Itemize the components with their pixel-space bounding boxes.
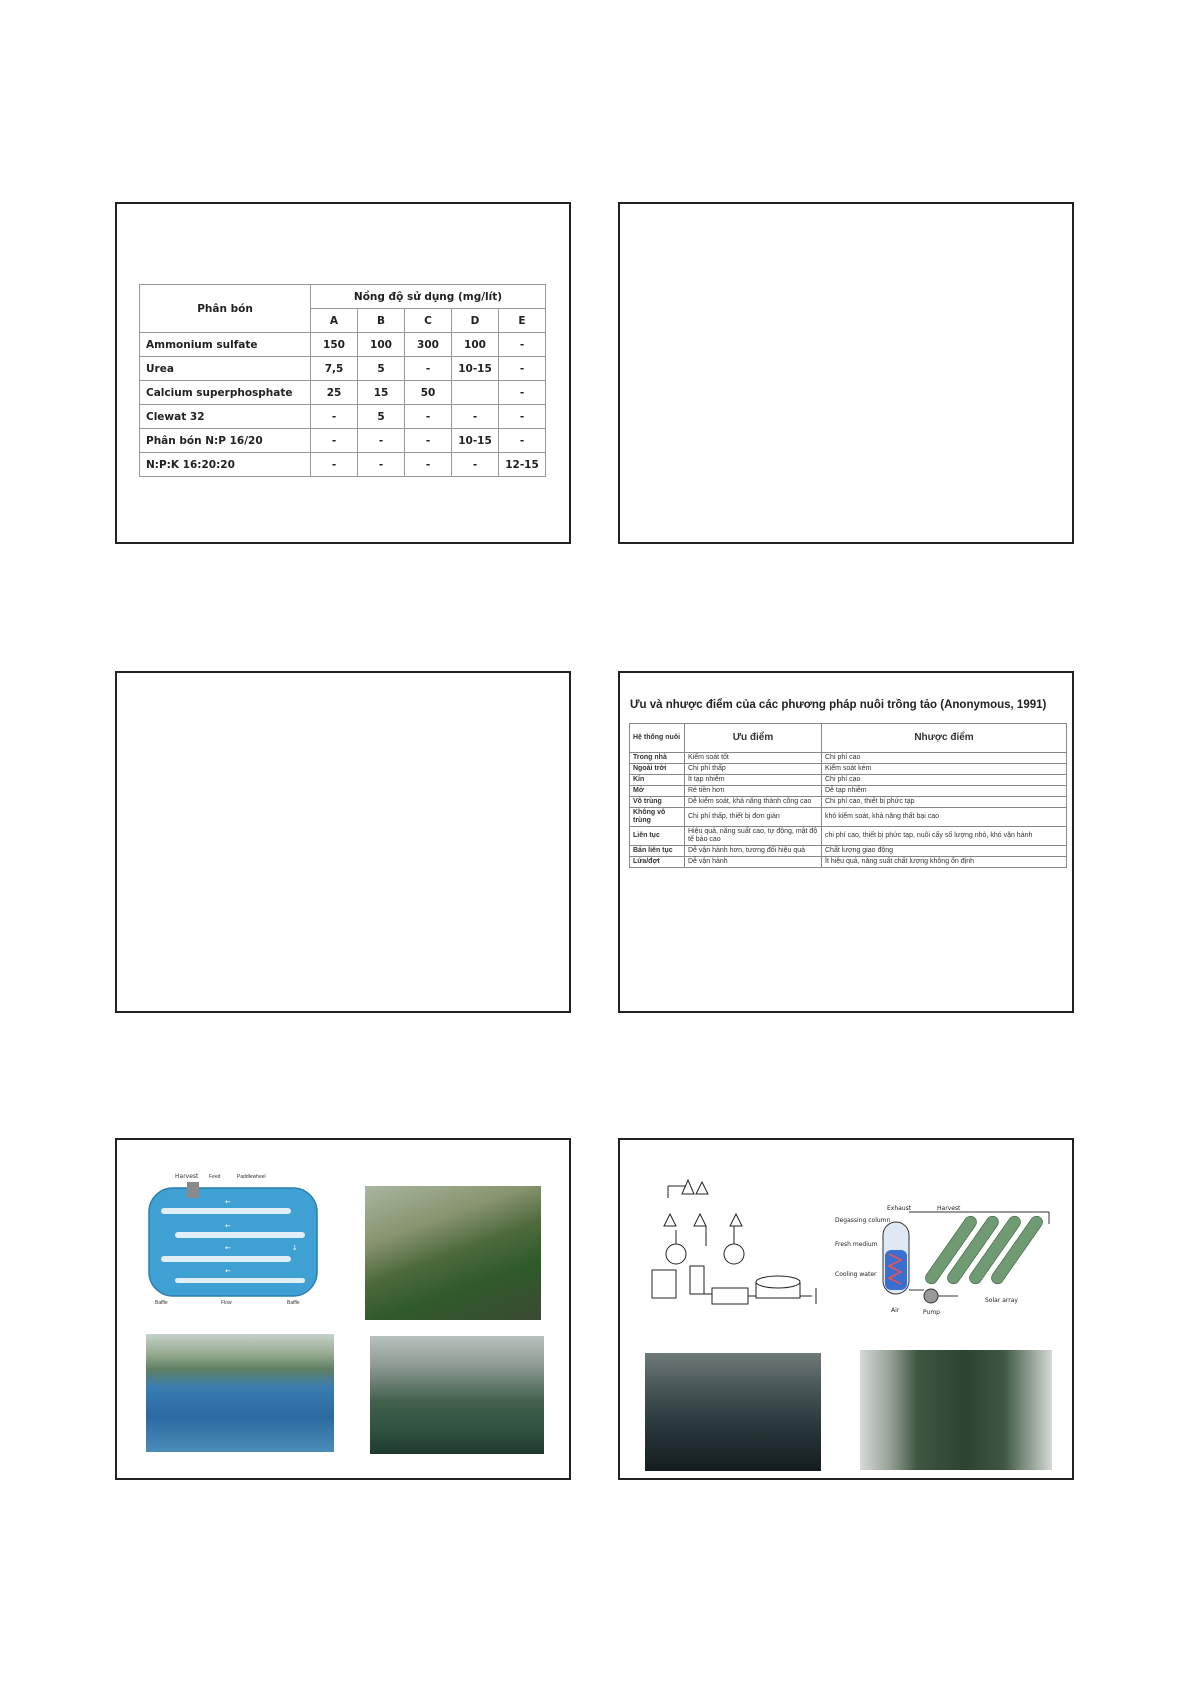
table-header-row (140, 285, 546, 309)
row-name: Phân bón N:P 16/20 (140, 429, 311, 453)
tubular-reactor-diagram (835, 1200, 1065, 1320)
cell-advantage: Rẻ tiền hơn (685, 786, 822, 797)
label-solar-array: Solar array (985, 1297, 1018, 1304)
indoor-tanks-photo (645, 1353, 821, 1471)
cell: - (311, 405, 358, 429)
table-row (140, 381, 546, 405)
cell-system: Bán liên tục (630, 846, 685, 857)
cell-advantage: Ít tạp nhiễm (685, 775, 822, 786)
cell: - (499, 429, 546, 453)
header-system: Hệ thống nuôi (630, 724, 685, 753)
cell (452, 381, 499, 405)
cell-system: Mở (630, 786, 685, 797)
cell: - (499, 333, 546, 357)
cell-advantage: Kiểm soát tốt (685, 753, 822, 764)
subheader-e: E (499, 309, 546, 333)
cell: 10-15 (452, 429, 499, 453)
label-feed: Feed (209, 1174, 221, 1180)
cell: 15 (358, 381, 405, 405)
slide-fertilizer-table (115, 202, 571, 544)
table-row (630, 797, 1067, 808)
label-pump: Pump (923, 1309, 940, 1316)
cell-disadvantage: Chi phí cao, thiết bị phức tạp (822, 797, 1067, 808)
cell-disadvantage: Chi phí cao (822, 775, 1067, 786)
comparison-table (629, 723, 1067, 868)
label-air: Air (891, 1307, 900, 1314)
cell-disadvantage: chi phí cao, thiết bị phức tạp, nuôi cấy số lượng nhỏ, khó vận hành (822, 827, 1067, 846)
cell: - (405, 405, 452, 429)
table-row (630, 808, 1067, 827)
header-fertilizer: Phân bón (140, 285, 311, 333)
label-flow: Flow (221, 1300, 232, 1306)
cell-disadvantage: Kiểm soát kém (822, 764, 1067, 775)
cell: - (405, 453, 452, 477)
row-name: N:P:K 16:20:20 (140, 453, 311, 477)
cell-system: Không vô trùng (630, 808, 685, 827)
label-exhaust: Exhaust (887, 1205, 912, 1212)
header-advantages: Ưu điểm (685, 724, 822, 753)
cell-system: Kín (630, 775, 685, 786)
slide-blank-2 (115, 671, 571, 1013)
row-name: Clewat 32 (140, 405, 311, 429)
fertilizer-table (139, 284, 546, 477)
label-harvest: Harvest (175, 1173, 199, 1180)
cell: - (499, 405, 546, 429)
label-baffle-left: Baffle (155, 1300, 168, 1306)
cell-advantage: Chi phí thấp, thiết bị đơn giản (685, 808, 822, 827)
table-row (140, 333, 546, 357)
cell-advantage: Dễ kiểm soát, khả năng thành công cao (685, 797, 822, 808)
subheader-c: C (405, 309, 452, 333)
cell: 7,5 (311, 357, 358, 381)
cell: - (358, 429, 405, 453)
cell: - (311, 453, 358, 477)
open-ponds-photo (146, 1334, 334, 1452)
cell: 100 (452, 333, 499, 357)
svg-text:←: ← (225, 1267, 231, 1275)
panel-reactors-photo (860, 1350, 1052, 1470)
cell: - (405, 357, 452, 381)
cell: 300 (405, 333, 452, 357)
cell: - (405, 429, 452, 453)
svg-text:↓: ↓ (292, 1244, 298, 1252)
cell-system: Vô trùng (630, 797, 685, 808)
cell: 5 (358, 405, 405, 429)
cell-disadvantage: Chất lượng giao động (822, 846, 1067, 857)
cell-advantage: Hiệu quả, năng suất cao, tự động, mật độ tế bào cao (685, 827, 822, 846)
table-row (630, 753, 1067, 764)
cell-disadvantage: khó kiểm soát, khả năng thất bại cao (822, 808, 1067, 827)
cell: 10-15 (452, 357, 499, 381)
cell: - (452, 453, 499, 477)
slide-bioreactor-images (618, 1138, 1074, 1480)
cell: - (311, 429, 358, 453)
label-baffle-right: Baffle (287, 1300, 300, 1306)
slide-blank-1 (618, 202, 1074, 544)
cell-system: Lứa/đợt (630, 857, 685, 868)
cell: - (358, 453, 405, 477)
cell: - (452, 405, 499, 429)
table-row (140, 453, 546, 477)
label-cooling-water: Cooling water (835, 1271, 877, 1278)
slide-title: Ưu và nhược điểm của các phương pháp nuôi trồng tảo (Anonymous, 1991) (630, 699, 1047, 711)
header-disadvantages: Nhược điểm (822, 724, 1067, 753)
reactor-svg (835, 1200, 1065, 1320)
process-flow-diagram (630, 1170, 830, 1320)
table-row (140, 405, 546, 429)
greenhouse-raceway-photo (370, 1336, 544, 1454)
label-harvest: Harvest (937, 1205, 961, 1212)
svg-text:←: ← (225, 1244, 231, 1252)
cell: - (499, 381, 546, 405)
photobioreactor-photo (365, 1186, 541, 1320)
label-paddlewheel: Paddlewheel (237, 1174, 266, 1180)
cell-disadvantage: Chi phí cao (822, 753, 1067, 764)
cell-advantage: Dễ vận hành (685, 857, 822, 868)
cell: 25 (311, 381, 358, 405)
subheader-b: B (358, 309, 405, 333)
table-row (630, 786, 1067, 797)
cell: 50 (405, 381, 452, 405)
table-row (140, 357, 546, 381)
cell-advantage: Chi phí thấp (685, 764, 822, 775)
table-row (630, 857, 1067, 868)
table-row (630, 775, 1067, 786)
cell-disadvantage: Ít hiệu quả, năng suất chất lượng không ổn định (822, 857, 1067, 868)
svg-text:←: ← (225, 1222, 231, 1230)
svg-text:←: ← (225, 1198, 231, 1206)
cell: 100 (358, 333, 405, 357)
row-name: Calcium superphosphate (140, 381, 311, 405)
raceway-svg (147, 1170, 319, 1306)
table-row (630, 846, 1067, 857)
slide-comparison-table (618, 671, 1074, 1013)
subheader-a: A (311, 309, 358, 333)
table-header-row (630, 724, 1067, 753)
subheader-d: D (452, 309, 499, 333)
table-row (630, 827, 1067, 846)
cell-advantage: Dễ vận hành hơn, tương đối hiệu quả (685, 846, 822, 857)
header-concentration: Nồng độ sử dụng (mg/lít) (311, 285, 546, 309)
label-fresh-medium: Fresh medium (835, 1241, 878, 1248)
row-name: Urea (140, 357, 311, 381)
raceway-pond-diagram (147, 1170, 319, 1306)
cell-system: Trong nhà (630, 753, 685, 764)
cell-system: Ngoài trời (630, 764, 685, 775)
slide-cultivation-images (115, 1138, 571, 1480)
table-row (140, 429, 546, 453)
flow-svg (630, 1170, 830, 1320)
row-name: Ammonium sulfate (140, 333, 311, 357)
cell: 150 (311, 333, 358, 357)
cell: 5 (358, 357, 405, 381)
table-row (630, 764, 1067, 775)
label-degassing: Degassing column (835, 1217, 891, 1224)
cell-system: Liên tục (630, 827, 685, 846)
cell-disadvantage: Dễ tạp nhiễm (822, 786, 1067, 797)
cell: 12-15 (499, 453, 546, 477)
cell: - (499, 357, 546, 381)
